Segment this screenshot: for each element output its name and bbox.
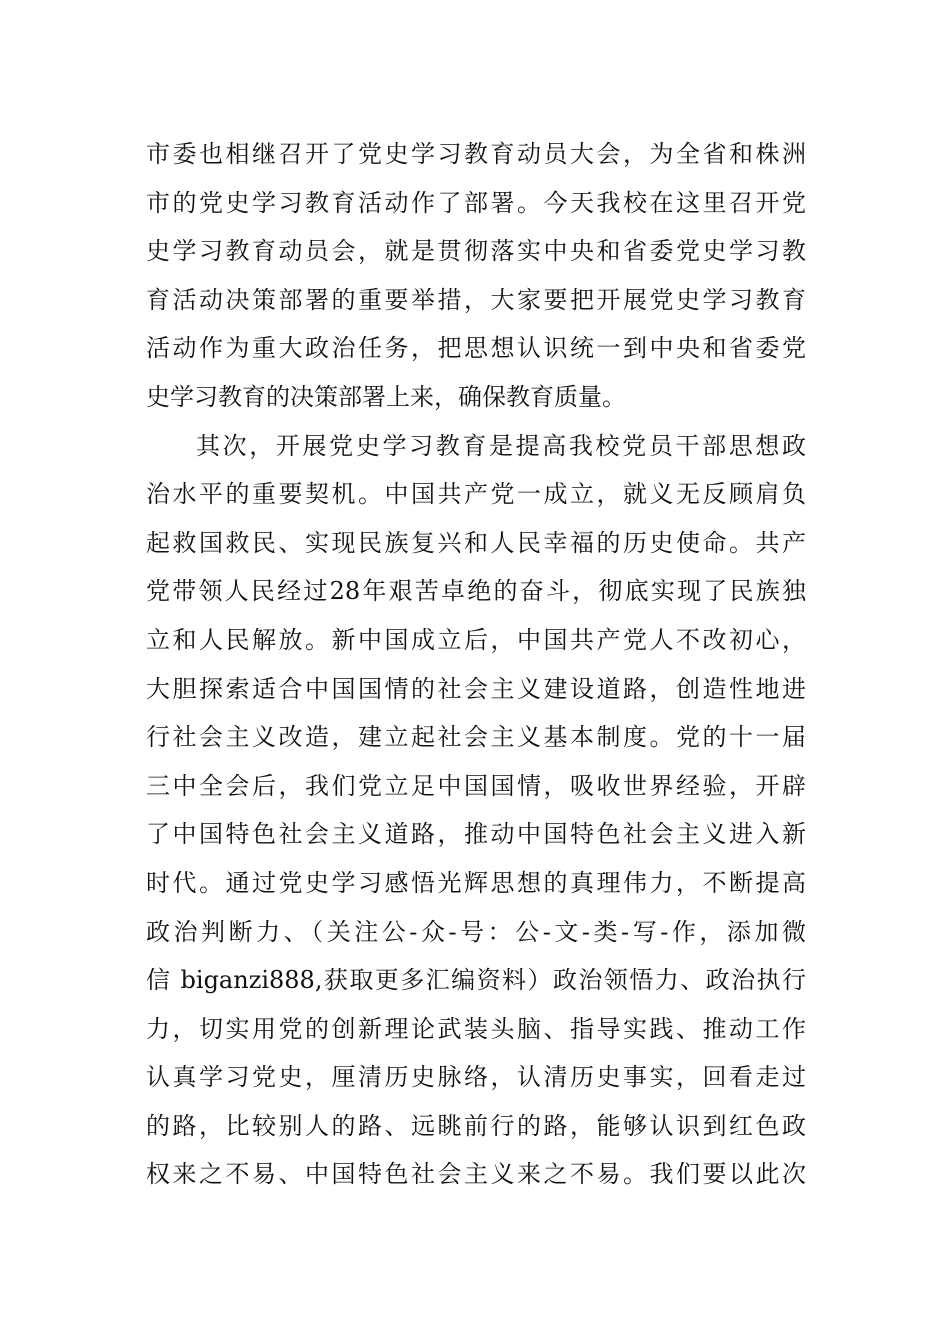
text-line: 史学习教育的决策部署上来，确保教育质量。: [146, 382, 626, 411]
text-line: 行社会主义改造，建立起社会主义基本制度。党的十一届: [146, 723, 806, 752]
text-line: 政治判断力、（关注公-众-号：公-文-类-写-作，添加微: [146, 917, 806, 946]
text-line: 的路，比较别人的路、远眺前行的路，能够认识到红色政: [146, 1111, 806, 1140]
text-line: 大胆探索适合中国国情的社会主义建设道路，创造性地进: [146, 674, 806, 703]
text-line: 治水平的重要契机。中国共产党一成立，就义无反顾肩负: [146, 480, 806, 509]
text-line: 了中国特色社会主义道路，推动中国特色社会主义进入新: [146, 820, 806, 849]
text-line: 其次，开展党史学习教育是提高我校党员干部思想政: [196, 431, 806, 460]
text-line: 立和人民解放。新中国成立后，中国共产党人不改初心，: [146, 625, 806, 654]
document-body: [146, 130, 806, 1199]
text-line: 权来之不易、中国特色社会主义来之不易。我们要以此次: [146, 1160, 806, 1189]
text-line: 认真学习党史，厘清历史脉络，认清历史事实，回看走过: [146, 1063, 806, 1092]
text-line: 时代。通过党史学习感悟光辉思想的真理伟力，不断提高: [146, 868, 806, 897]
text-line: 力，切实用党的创新理论武装头脑、指导实践、推动工作: [146, 1014, 806, 1043]
text-line: 三中全会后，我们党立足中国国情，吸收世界经验，开辟: [146, 771, 806, 800]
text-line: 育活动决策部署的重要举措，大家要把开展党史学习教育: [146, 285, 806, 314]
text-line: 市委也相继召开了党史学习教育动员大会，为全省和株洲: [146, 140, 806, 168]
text-line: 信 biganzi888,获取更多汇编资料）政治领悟力、政治执行: [146, 966, 806, 995]
text-line: 市的党史学习教育活动作了部署。今天我校在这里召开党: [146, 188, 806, 217]
text-line: 起救国救民、实现民族复兴和人民幸福的历史使命。共产: [146, 528, 806, 557]
text-line: 党带领人民经过28年艰苦卓绝的奋斗，彻底实现了民族独: [146, 577, 806, 606]
text-line: 史学习教育动员会，就是贯彻落实中央和省委党史学习教: [146, 237, 806, 266]
text-line: 活动作为重大政治任务，把思想认识统一到中央和省委党: [146, 334, 806, 363]
